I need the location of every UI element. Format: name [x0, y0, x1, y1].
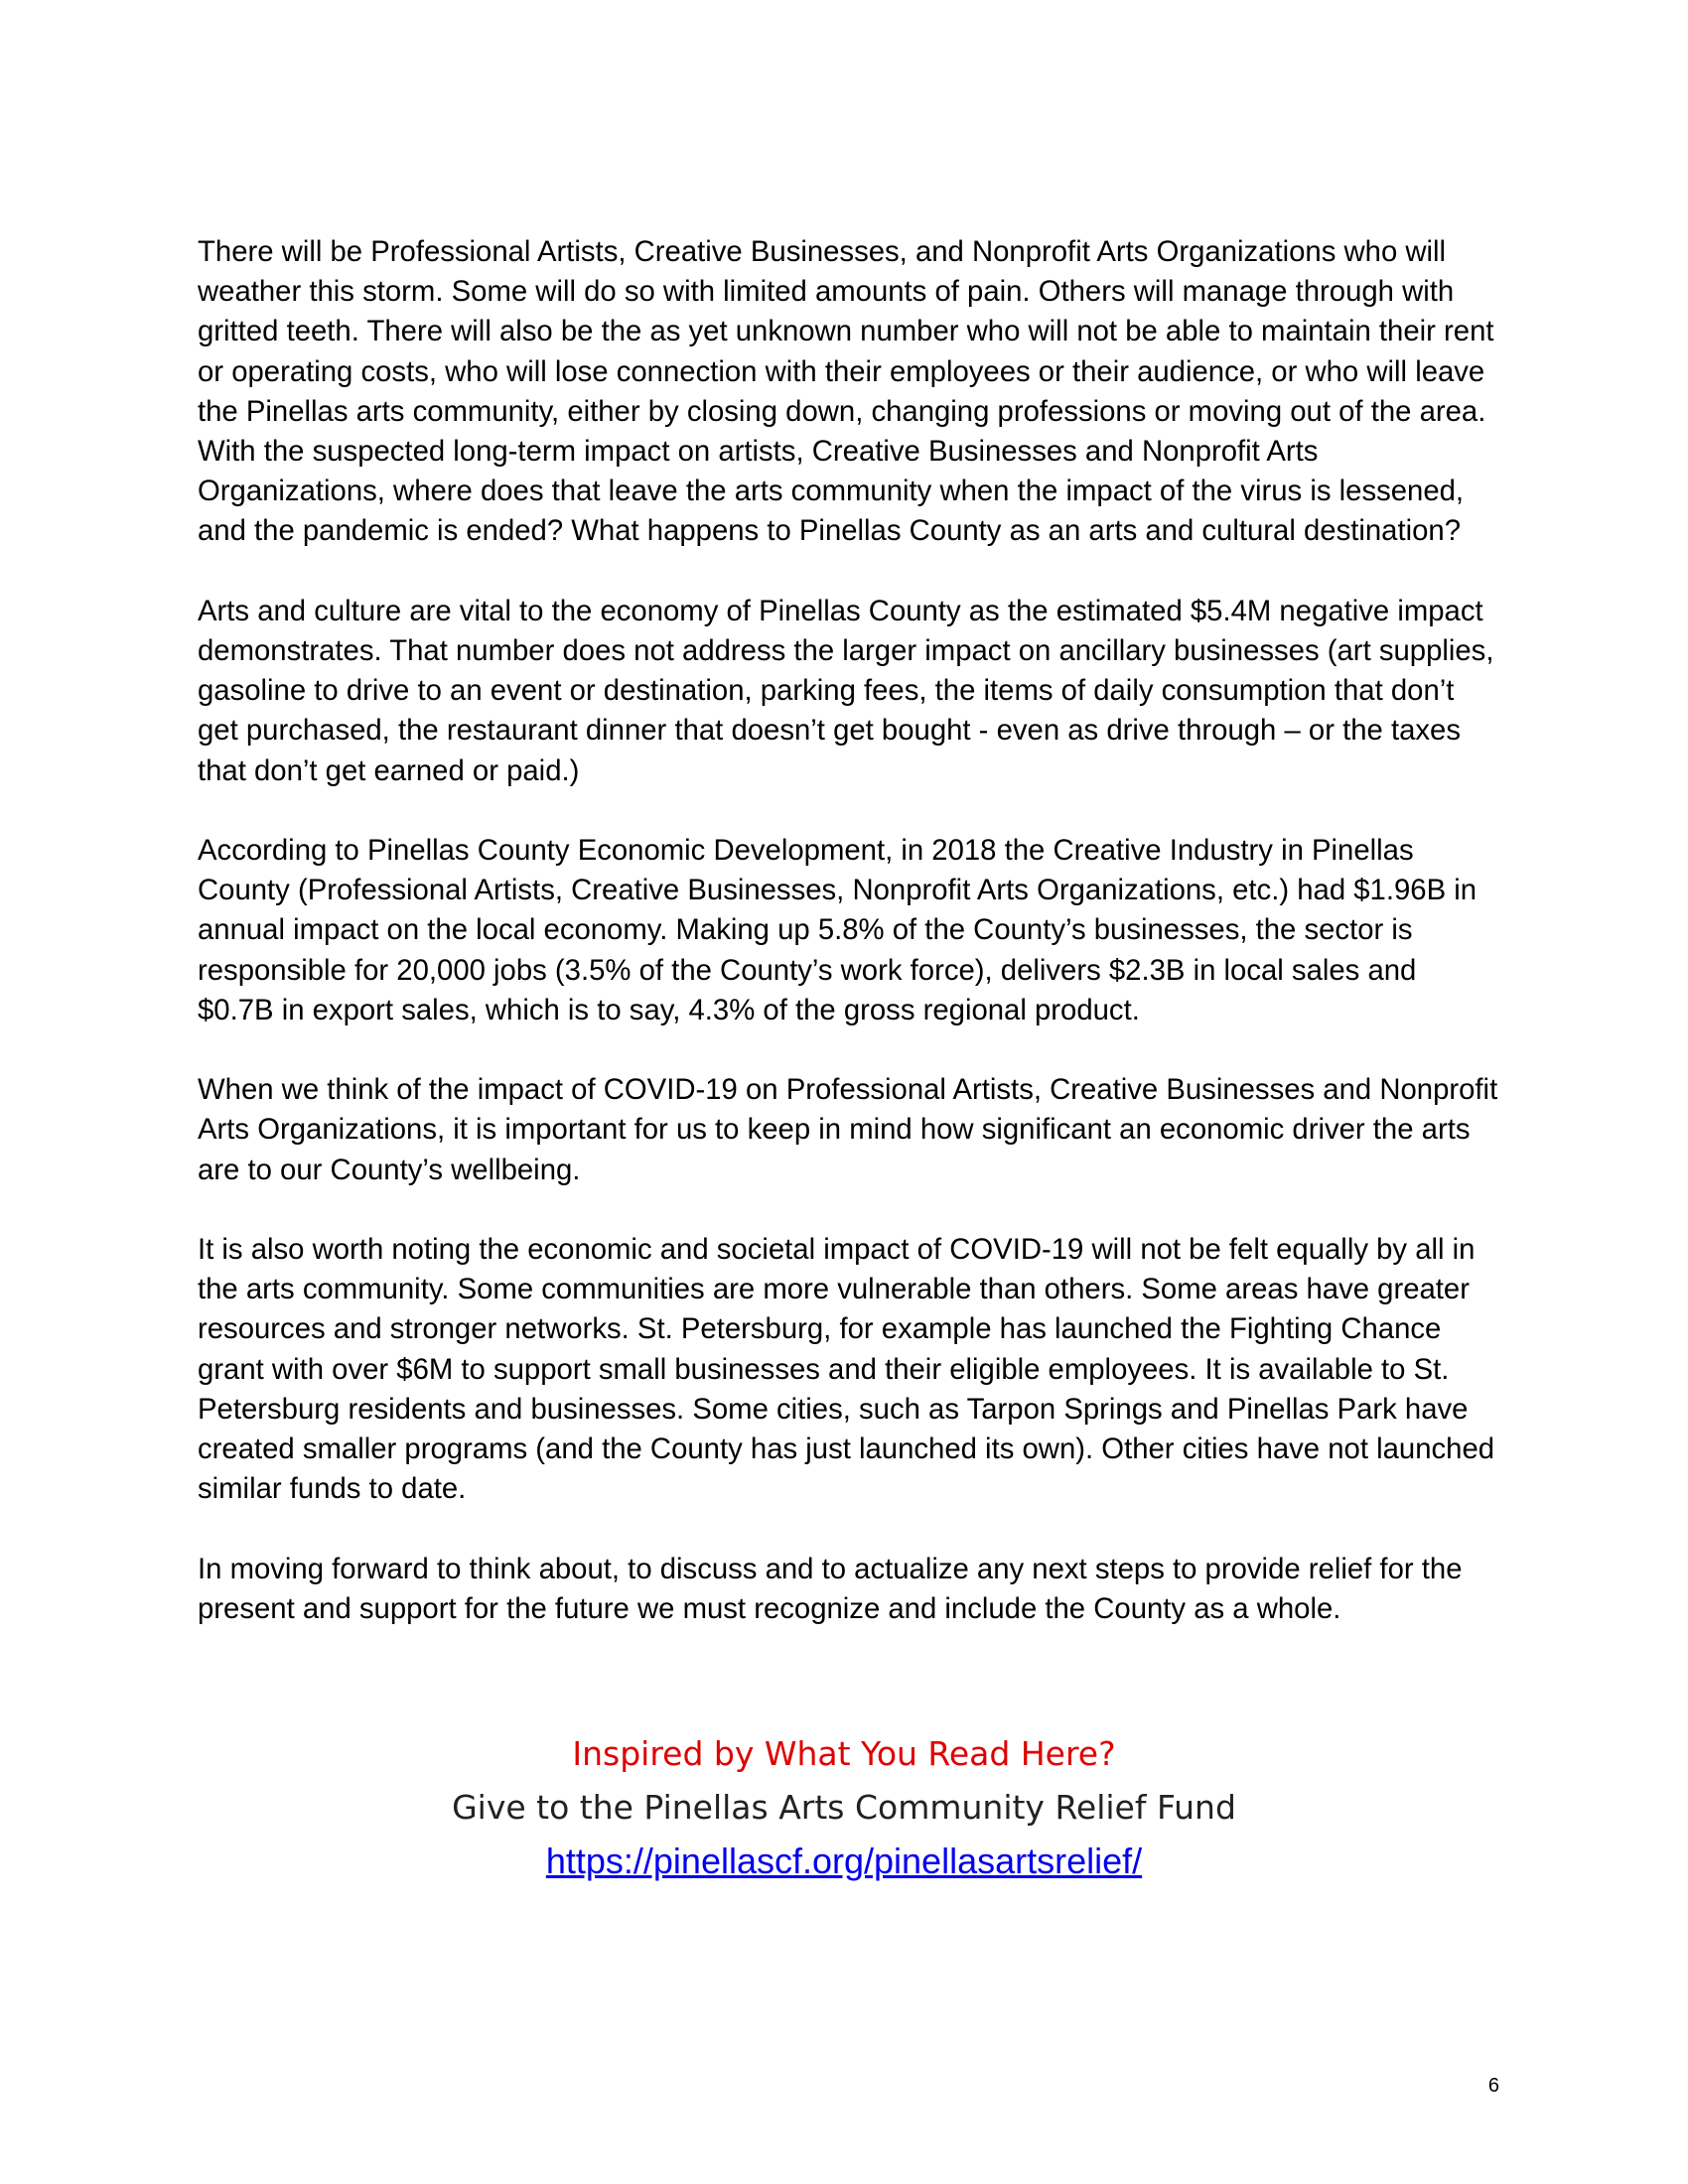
- body-text: [198, 232, 1498, 1669]
- callout-subheading: Give to the Pinellas Arts Community Relief Fund: [452, 1788, 1236, 1827]
- page-number: 6: [1487, 2075, 1499, 2097]
- donation-callout: [0, 1727, 1688, 1888]
- paragraph-economy: Arts and culture are vital to the economy of Pinellas County as the estimated $5.4M negative impact demonstrates. That number does not address the larger impact on ancillary businesses (art supplies, gasoline to drive to an event or destination, parking fees, the items of daily consumption that don’t get purchased, the restaurant dinner that doesn’t get bought - even as drive through – or the taxes that don’t get earned or paid.): [198, 594, 1494, 787]
- paragraph-storm: There will be Professional Artists, Creative Businesses, and Nonprofit Arts Organizations who will weather this storm. Some will do so with limited amounts of pain. Others will manage through with gritted teeth. There will also be the as yet unknown number who will not be able to maintain their rent or operating costs, who will lose connection with their employees or their audience, or who will leave the Pinellas arts community, either by closing down, changing professions or moving out of the area. With the suspected long-term impact on artists, Creative Businesses and Nonprofit Arts Organizations, where does that leave the arts community when the impact of the virus is lessened, and the pandemic is ended? What happens to Pinellas County as an arts and cultural destination?: [198, 235, 1494, 548]
- paragraph-covid-impact: When we think of the impact of COVID-19 on Professional Artists, Creative Businesses and Nonprofit Arts Organizations, it is important for us to keep in mind how significant an economic driver the arts are to our County’s wellbeing.: [198, 1073, 1498, 1186]
- relief-fund-link[interactable]: https://pinellascf.org/pinellasartsrelief/: [545, 1841, 1143, 1881]
- callout-heading: Inspired by What You Read Here?: [572, 1734, 1116, 1773]
- paragraph-unequal-impact: It is also worth noting the economic and societal impact of COVID-19 will not be felt equally by all in the arts community. Some communities are more vulnerable than others. Some areas have greater resources and stronger networks. St. Petersburg, for example has launched the Fighting Chance grant with over $6M to support small businesses and their eligible employees. It is available to St. Petersburg residents and businesses. Some cities, such as Tarpon Springs and Pinellas Park have created smaller programs (and the County has just launched its own). Other cities have not launched similar funds to date.: [198, 1233, 1495, 1506]
- paragraph-moving-forward: In moving forward to think about, to discuss and to actualize any next steps to provide relief for the present and support for the future we must recognize and include the County as a whole.: [198, 1552, 1463, 1625]
- paragraph-economic-development: According to Pinellas County Economic Development, in 2018 the Creative Industry in Pinellas County (Professional Artists, Creative Businesses, Nonprofit Arts Organizations, etc.) had $1.96B in annual impact on the local economy. Making up 5.8% of the County’s businesses, the sector is responsible for 20,000 jobs (3.5% of the County’s work force), delivers $2.3B in local sales and $0.7B in export sales, which is to say, 4.3% of the gross regional product.: [198, 834, 1477, 1026]
